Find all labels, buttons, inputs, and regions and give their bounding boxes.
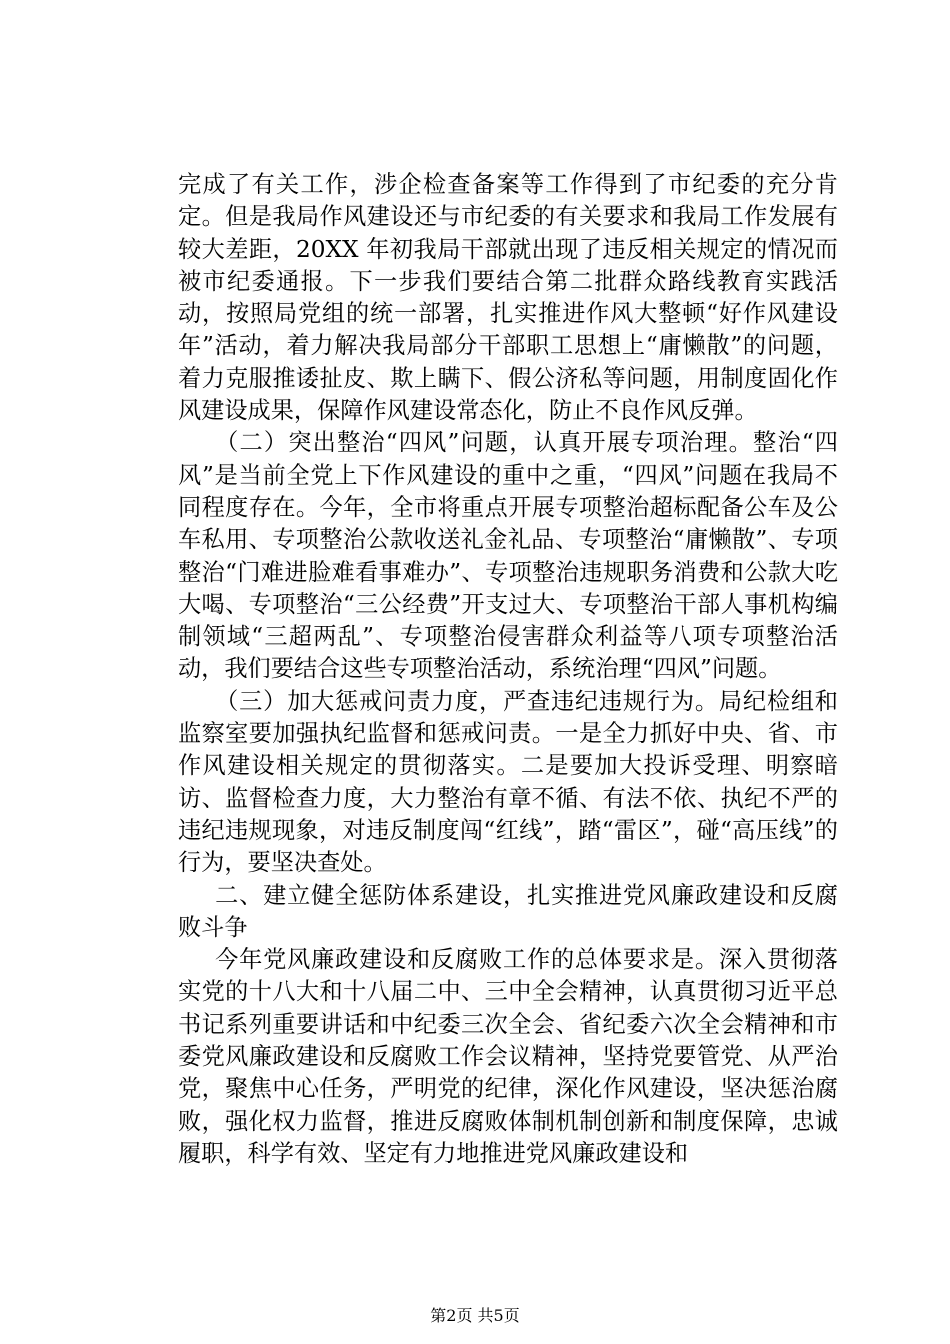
document-body: [178, 169, 838, 1170]
paragraph-section-2: （二）突出整治“四风”问题，认真开展专项治理。整治“四风”是当前全党上下作风建设的重中之重，“四风”问题在我局不同程度存在。今年，全市将重点开展专项整治超标配备公车及公车私用、专项整治公款收送礼金礼品、专项整治“庸懒散”、专项整治“门难进脸难看事难办”、专项整治违规职务消费和公款大吃大喝、专项整治“三公经费”开支过大、专项整治干部人事机构编制领域“三超两乱”、专项整治侵害群众利益等八项专项整治活动，我们要结合这些专项整治活动，系统治理“四风”问题。: [178, 429, 838, 683]
paragraph-overall-requirements: 今年党风廉政建设和反腐败工作的总体要求是。深入贯彻落实党的十八大和十八届二中、三中全会精神，认真贯彻习近平总书记系列重要讲话和中纪委三次全会、省纪委六次全会精神和市委党风廉政建设和反腐败工作会议精神，坚持党要管党、从严治党，聚焦中心任务，严明党的纪律，深化作风建设，坚决惩治腐败，强化权力监督，推进反腐败体制机制创新和制度保障，忠诚履职，科学有效、坚定有力地推进党风廉政建设和: [178, 946, 838, 1167]
paragraph-section-3: （三）加大惩戒问责力度，严查违纪违规行为。局纪检组和监察室要加强执纪监督和惩戒问责。一是全力抓好中央、省、市作风建设相关规定的贯彻落实。二是要加大投诉受理、明察暗访、监督检查力度，大力整治有章不循、有法不依、执纪不严的违纪违规现象，对违反制度闯“红线”，踏“雷区”，碰“高压线”的行为，要坚决查处。: [178, 687, 838, 877]
heading-part-2: 二、建立健全惩防体系建设，扎实推进党风廉政建设和反腐败斗争: [178, 881, 838, 941]
page-number-footer: 第2页 共5页: [430, 1306, 520, 1325]
paragraph-continuation: 完成了有关工作，涉企检查备案等工作得到了市纪委的充分肯定。但是我局作风建设还与市纪委的有关要求和我局工作发展有较大差距，20XX 年初我局干部就出现了违反相关规定的情况而被市纪委通报。下一步我们要结合第二批群众路线教育实践活动，按照局党组的统一部署，扎实推进作风大整顿“好作风建设年”活动，着力解决我局部分干部职工思想上“庸懒散”的问题，着力克服推诿扯皮、欺上瞒下、假公济私等问题，用制度固化作风建设成果，保障作风建设常态化，防止不良作风反弹。: [178, 171, 838, 425]
